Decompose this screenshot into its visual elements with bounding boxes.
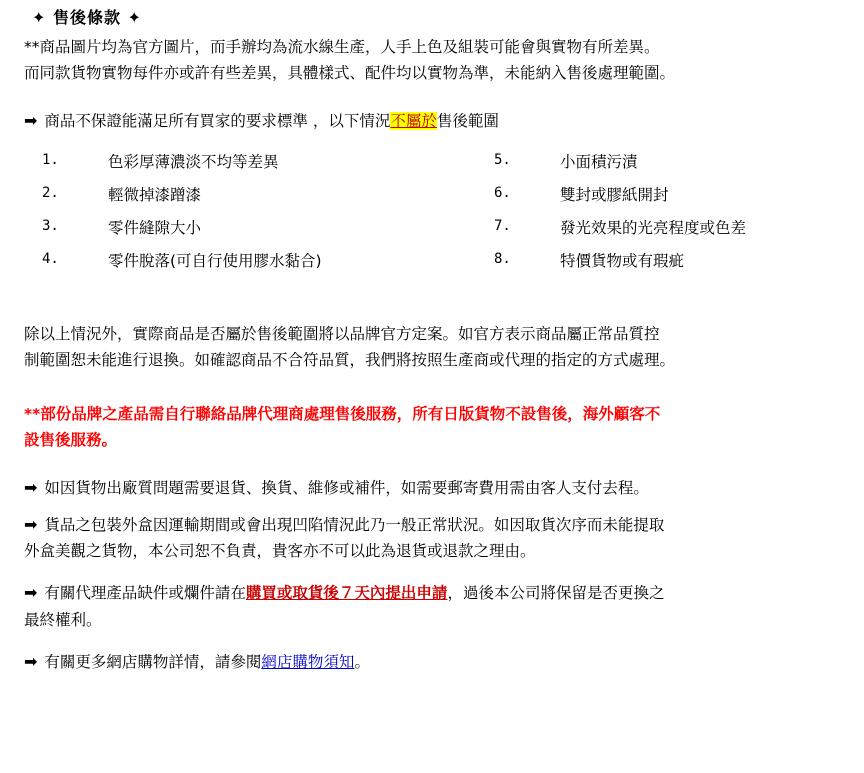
list-item-number: 4. — [42, 250, 59, 267]
list-item-label: 色彩厚薄濃淡不均等差異 — [108, 152, 279, 171]
bullet-agent-claim-line-2: 最終權利。 — [24, 611, 102, 630]
bullet-shipping-cost — [24, 476, 842, 501]
arrow-icon: ➡ — [24, 652, 38, 672]
list-item — [494, 183, 864, 207]
page-title: ✦ 售後條款 ✦ — [32, 8, 142, 27]
exclusion-notice-post: 售後範圍 — [436, 111, 499, 130]
bullet-agent-claim — [24, 581, 842, 632]
bullet-more-info-pre: 有關更多網店購物詳情，請參閱 — [44, 653, 262, 672]
bullet-packaging — [24, 513, 842, 564]
bullet-packaging-text-1: 貨品之包裝外盒因運輸期間或會出現凹陷情況此乃一般正常狀況。如因取貨次序而未能提取 — [44, 515, 665, 534]
exclusion-notice-pre: 商品不保證能滿足所有買家的要求標準 ，以下情況 — [44, 111, 391, 130]
bullet-more-info-post: 。 — [354, 653, 370, 672]
list-item — [494, 216, 864, 240]
exclusion-list — [24, 150, 842, 282]
intro-line-2: 而同款貨物實物每件亦或許有些差異，具體樣式、配件均以實物為準，未能納入售後處理範圍。 — [24, 63, 676, 82]
list-item-label: 零件縫隙大小 — [108, 218, 202, 237]
list-item — [42, 150, 462, 174]
exclusion-list-left — [24, 150, 462, 282]
list-item-label: 發光效果的光亮程度或色差 — [560, 218, 747, 237]
intro-line-1: **商品圖片均為官方圖片，而手辦均為流水線生產，人手上色及組裝可能會與實物有所差異。 — [24, 37, 660, 56]
red-warning-line-1: **部份品牌之產品需自行聯絡品牌代理商處理售後服務，所有日版貨物不設售後，海外顧客不 — [24, 404, 661, 423]
list-item-number: 7. — [494, 217, 511, 234]
list-item-number: 2. — [42, 184, 59, 201]
list-item-label: 雙封或膠紙開封 — [560, 185, 669, 204]
shopping-guide-link[interactable]: 網店購物須知 — [261, 653, 355, 672]
list-item — [42, 249, 462, 273]
intro-paragraph — [24, 35, 842, 85]
list-item-label: 零件脫落(可自行使用膠水黏合) — [108, 251, 322, 270]
list-item-number: 1. — [42, 151, 59, 168]
list-item-label: 小面積污漬 — [560, 152, 638, 171]
normal-paragraph-line-1: 除以上情況外，實際商品是否屬於售後範圍將以品牌官方定案。如官方表示商品屬正常品質控 — [24, 324, 660, 343]
bullet-agent-claim-line-1 — [24, 581, 842, 606]
arrow-icon: ➡ — [24, 110, 38, 130]
normal-paragraph — [24, 322, 842, 372]
list-item-number: 5. — [494, 151, 511, 168]
arrow-icon: ➡ — [24, 514, 38, 534]
list-item — [42, 216, 462, 240]
exclusion-list-right — [462, 150, 864, 282]
arrow-icon: ➡ — [24, 583, 38, 603]
bullet-packaging-line-1 — [24, 513, 842, 538]
red-warning-line-2: 設售後服務。 — [24, 430, 118, 449]
list-item — [494, 249, 864, 273]
bullet-agent-claim-pre: 有關代理產品缺件或爛件請在 — [44, 584, 246, 603]
normal-paragraph-line-2: 制範圍恕未能進行退換。如確認商品不合符品質，我們將按照生產商或代理的指定的方式處理。 — [24, 350, 676, 369]
arrow-icon: ➡ — [24, 477, 38, 497]
list-item-number: 3. — [42, 217, 59, 234]
red-warning-paragraph — [24, 402, 842, 452]
list-item-number: 8. — [494, 250, 511, 267]
exclusion-notice — [24, 109, 842, 134]
exclusion-highlight: 不屬於 — [390, 111, 437, 130]
bullet-shipping-cost-text: 如因貨物出廠質問題需要退貨、換貨、維修或補件，如需要郵寄費用需由客人支付去程。 — [44, 478, 649, 497]
bullet-packaging-line-2: 外盒美觀之貨物，本公司恕不負責，貴客亦不可以此為退貨或退款之理由。 — [24, 542, 536, 561]
list-item-label: 特價貨物或有瑕疵 — [560, 251, 685, 270]
bullet-agent-claim-post: ，過後本公司將保留是否更換之 — [447, 584, 665, 603]
list-item-number: 6. — [494, 184, 511, 201]
bullet-agent-claim-emphasis: 購買或取貨後７天內提出申請 — [245, 584, 448, 603]
bullet-more-info — [24, 650, 842, 675]
list-item — [494, 150, 864, 174]
list-item — [42, 183, 462, 207]
list-item-label: 輕微掉漆蹭漆 — [108, 185, 202, 204]
